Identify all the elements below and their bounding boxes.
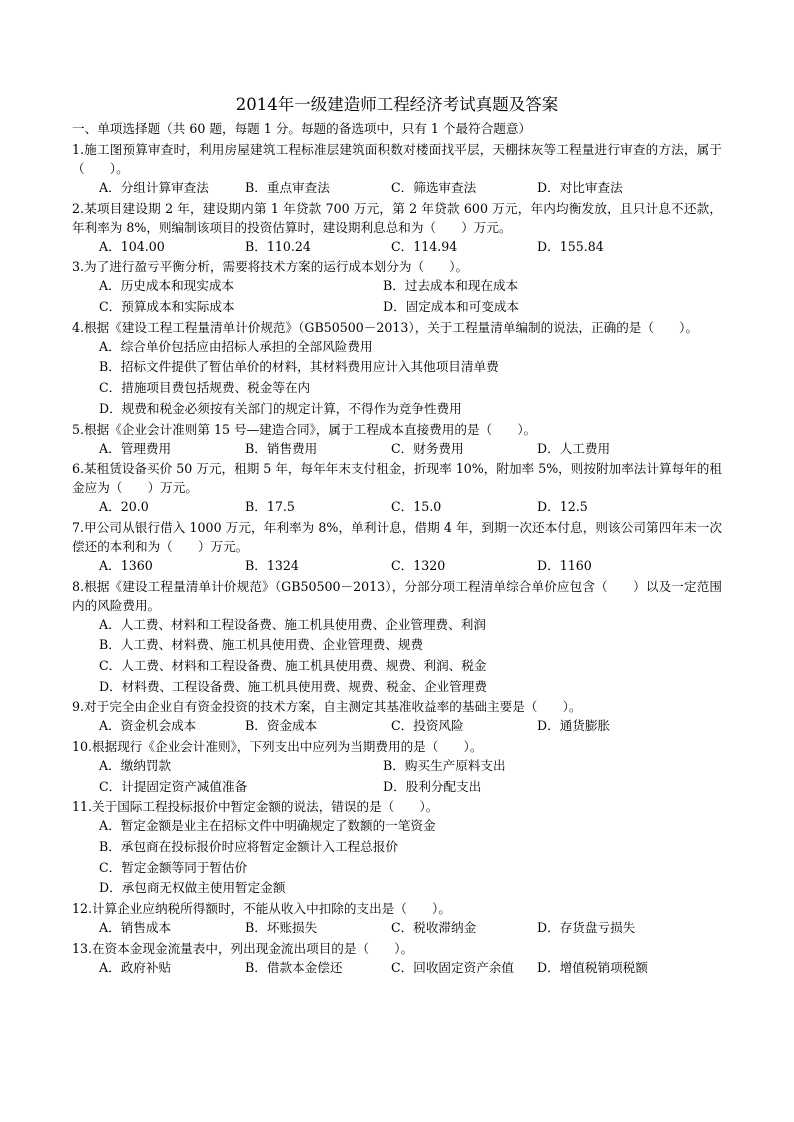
question-3 (72, 257, 722, 317)
option-a: A．暂定金额是业主在招标文件中明确规定了数额的一笔资金 (99, 818, 436, 834)
option-d: D．股利分配支出 (383, 778, 482, 794)
option-d: D．1160 (537, 557, 592, 573)
option-a: A．资金机会成本 (99, 718, 197, 734)
option-b: B．110.24 (245, 238, 311, 254)
question-10 (72, 737, 722, 797)
question-8 (72, 577, 722, 698)
option-b: B．借款本金偿还 (245, 959, 343, 975)
option-c: C．暂定金额等同于暂估价 (99, 859, 248, 875)
option-c: C．15.0 (391, 499, 442, 515)
question-stem: 11.关于国际工程投标报价中暂定金额的说法，错误的是（ ）。 (72, 799, 439, 815)
option-row (72, 439, 722, 460)
option-a: A．管理费用 (99, 440, 172, 456)
option-a: A．综合单价包括应由招标人承担的全部风险费用 (99, 338, 373, 354)
question-12 (72, 899, 722, 939)
option-row (72, 958, 722, 979)
question-stem: 12.计算企业应纳税所得额时，不能从收入中扣除的支出是（ ）。 (72, 901, 451, 917)
question-stem: 13.在资本金现金流量表中，列出现金流出项目的是（ ）。 (72, 940, 414, 956)
option-b: B．销售费用 (245, 440, 318, 456)
option-b: B．17.5 (245, 499, 295, 515)
option-b: B．资金成本 (245, 718, 318, 734)
option-a: A．人工费、材料和工程设备费、施工机具使用费、企业管理费、利润 (99, 616, 486, 632)
option-d: D．增值税销项税额 (537, 959, 648, 975)
option-a: A．1360 (99, 557, 153, 573)
question-stem: 9.对于完全由企业自有资金投资的技术方案，自主测定其基准收益率的基础主要是（ ）。 (72, 699, 582, 715)
option-a: A．政府补贴 (99, 959, 172, 975)
question-7 (72, 518, 722, 577)
option-b: B．招标文件提供了暂估单价的材料，其材料费用应计入其他项目清单费 (99, 359, 499, 375)
option-row (72, 556, 722, 577)
question-stem: 1.施工图预算审查时，利用房屋建筑工程标准层建筑面积数对楼面找平层，天棚抹灰等工程量进行审查的方法，属于（ ）。 (72, 142, 722, 176)
option-a: A．20.0 (99, 499, 149, 515)
option-a: A．缴纳罚款 (99, 758, 172, 773)
option-d: D．规费和税金必须按有关部门的规定计算，不得作为竞争性费用 (99, 400, 462, 416)
option-c: C．预算成本和实际成本 (99, 299, 235, 315)
option-b: B．承包商在投标报价时应将暂定金额计入工程总报价 (99, 839, 398, 855)
option-a: A．销售成本 (99, 920, 172, 936)
option-d: D．通货膨胀 (537, 718, 611, 734)
option-c: C．计提固定资产减值准备 (99, 778, 248, 794)
question-stem: 7.甲公司从银行借入 1000 万元，年利率为 8%，单利计息，借期 4 年，到期一次还本付息，则该公司第四年末一次偿还的本利和为（ ）万元。 (72, 519, 722, 554)
option-c: C．人工费、材料和工程设备费、施工机具使用费、规费、利润、税金 (99, 657, 487, 673)
option-d: D．对比审查法 (537, 180, 623, 195)
option-c: C．财务费用 (391, 440, 464, 456)
option-a: A．历史成本和现实成本 (99, 278, 235, 294)
question-2 (72, 199, 722, 258)
option-b: B．人工费、材料费、施工机具使用费、企业管理费、规费 (99, 637, 424, 653)
option-d: D．固定成本和可变成本 (383, 299, 520, 315)
document-page (72, 92, 722, 979)
option-b: B．购买生产原料支出 (383, 758, 506, 773)
option-b: B．1324 (245, 557, 299, 573)
question-stem: 2.某项目建设期 2 年，建设期内第 1 年贷款 700 万元，第 2 年贷款 600 万元，年内均衡发放，且只计息不还款，年利率为 8%，则编制该项目的投资估算时，建设期利息总和为（ ）万元。 (72, 200, 722, 235)
option-row (72, 756, 722, 777)
question-stem: 10.根据现行《企业会计准则》，下列支出中应列为当期费用的是（ ）。 (72, 739, 483, 754)
section-heading: 一、单项选择题（共 60 题，每题 1 分。每题的备选项中，只有 1 个最符合题意） (72, 121, 532, 136)
option-c: C．回收固定资产余值 (391, 959, 514, 975)
question-4 (72, 318, 722, 420)
option-a: A．分组计算审查法 (99, 180, 209, 195)
option-b: B．过去成本和现在成本 (383, 278, 519, 294)
question-13 (72, 939, 722, 979)
question-1 (72, 140, 722, 199)
option-c: C．114.94 (391, 238, 458, 254)
option-row (72, 716, 722, 737)
question-5 (72, 420, 722, 460)
question-9 (72, 697, 722, 737)
option-row (72, 918, 722, 939)
question-11 (72, 797, 722, 899)
question-stem: 8.根据《建设工程量清单计价规范》（GB50500－2013），分部分项工程清单综合单价应包含（ ）以及一定范围内的风险费用。 (72, 578, 722, 613)
option-d: D．人工费用 (537, 440, 611, 456)
question-stem: 5.根据《企业会计准则第 15 号—建造合同》，属于工程成本直接费用的是（ ）。 (72, 421, 537, 437)
option-b: B．坏账损失 (245, 920, 318, 936)
option-d: D．12.5 (537, 499, 588, 515)
option-row (72, 178, 722, 199)
question-stem: 6.某租赁设备买价 50 万元，租期 5 年，每年年末支付租金，折现率 10%，附加率 5%，则按附加率法计算每年的租金应为（ ）万元。 (72, 461, 722, 496)
option-d: D．承包商无权做主使用暂定金额 (99, 880, 286, 896)
option-c: C．税收滞纳金 (391, 920, 477, 936)
option-b: B．重点审查法 (245, 180, 330, 195)
option-c: C．措施项目费包括规费、税金等在内 (99, 380, 311, 396)
option-a: A．104.00 (99, 238, 165, 254)
question-6 (72, 459, 722, 518)
option-c: C．筛选审查法 (391, 180, 477, 195)
option-c: C．投资风险 (391, 718, 464, 734)
option-row (72, 276, 722, 297)
option-d: D．155.84 (537, 238, 604, 254)
option-row (72, 297, 722, 318)
option-c: C．1320 (391, 557, 446, 573)
question-stem: 3.为了进行盈亏平衡分析，需要将技术方案的运行成本划分为（ ）。 (72, 259, 469, 275)
page-title: 2014年一级建造师工程经济考试真题及答案 (235, 95, 559, 114)
option-d: D．材料费、工程设备费、施工机具使用费、规费、税金、企业管理费 (99, 678, 487, 694)
option-row (72, 237, 722, 258)
option-d: D．存货盘亏损失 (537, 920, 636, 936)
question-stem: 4.根据《建设工程工程量清单计价规范》（GB50500－2013），关于工程量清单编制的说法，正确的是（ ）。 (72, 319, 699, 335)
option-row (72, 497, 722, 518)
option-row (72, 777, 722, 798)
